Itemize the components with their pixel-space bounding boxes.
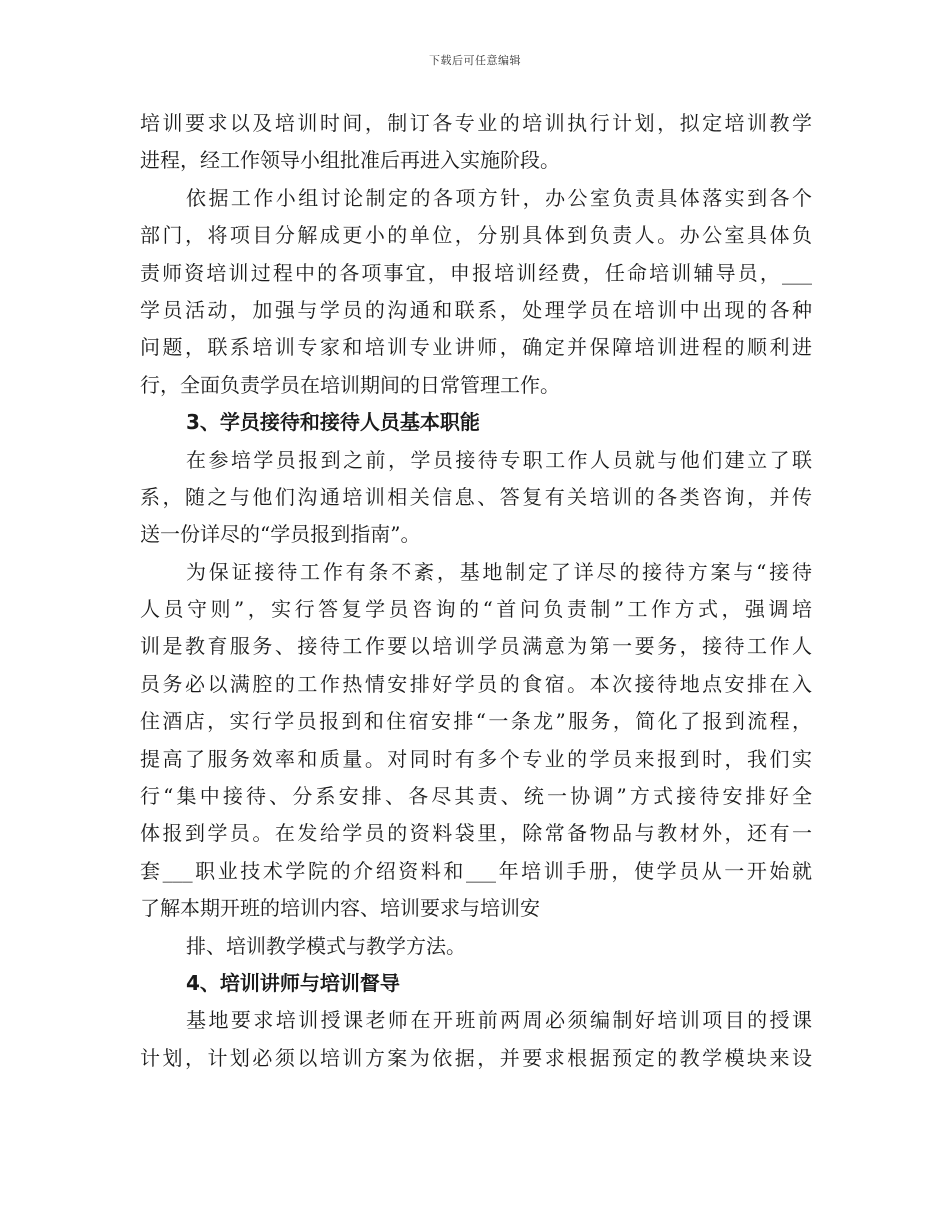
body-line: 进程，经工作领导小组批准后再进入实施阶段。 [140,148,560,173]
body-line: 了解本期开班的培训内容、培训要求与培训安 [140,896,540,921]
paragraph-first-line: 在参培学员报到之前，学员接待专职工作人员就与他们建立了联 [186,447,812,472]
section-heading: 3、学员接待和接待人员基本职能 [186,410,480,435]
paragraph-first-line: 为保证接待工作有条不紊，基地制定了详尽的接待方案与“接待 [186,559,812,584]
body-line: 行，全面负责学员在培训期间的日常管理工作。 [140,372,560,397]
body-line: 行“集中接待、分系安排、各尽其责、统一协调”方式接待安排好全 [140,784,812,809]
body-line: 套___职业技术学院的介绍资料和___年培训手册，使学员从一开始就 [140,858,812,883]
body-line: 部门，将项目分解成更小的单位，分别具体到负责人。办公室具体负 [140,223,812,248]
body-line: 系，随之与他们沟通培训相关信息、答复有关培训的各类咨询，并传 [140,484,812,509]
body-line: 学员活动，加强与学员的沟通和联系，处理学员在培训中出现的各种 [140,297,812,322]
body-line: 训是教育服务、接待工作要以培训学员满意为第一要务，接待工作人 [140,634,812,659]
page-header: 下载后可任意编辑 [429,54,521,67]
body-line: 培训要求以及培训时间，制订各专业的培训执行计划，拟定培训教学 [140,111,812,135]
body-line: 体报到学员。在发给学员的资料袋里，除常备物品与教材外，还有一 [140,821,812,846]
section-heading: 4、培训讲师与培训督导 [186,970,400,995]
body-line: 送一份详尽的“学员报到指南”。 [140,522,421,547]
body-line: 人员守则”，实行答复学员咨询的“首问负责制”工作方式，强调培 [140,597,812,622]
document-body [140,105,812,1077]
body-line: 问题，联系培训专家和培训专业讲师，确定并保障培训进程的顺利进 [140,335,812,360]
body-line: 提高了服务效率和质量。对同时有多个专业的学员来报到时，我们实 [140,746,812,771]
body-line: 住酒店，实行学员报到和住宿安排“一条龙”服务，简化了报到流程， [140,709,812,734]
paragraph-continuation-line: 排、培训教学模式与教学方法。 [186,933,466,958]
body-line: 员务必以满腔的工作热情安排好学员的食宿。本次接待地点安排在入 [140,671,812,696]
paragraph-first-line: 依据工作小组讨论制定的各项方针，办公室负责具体落实到各个 [186,185,812,210]
paragraph-first-line: 基地要求培训授课老师在开班前两周必须编制好培训项目的授课 [186,1008,812,1033]
body-line: 计划，计划必须以培训方案为依据，并要求根据预定的教学模块来设 [140,1045,812,1070]
body-line: 责师资培训过程中的各项事宜，申报培训经费，任命培训辅导员，___ [140,260,812,285]
